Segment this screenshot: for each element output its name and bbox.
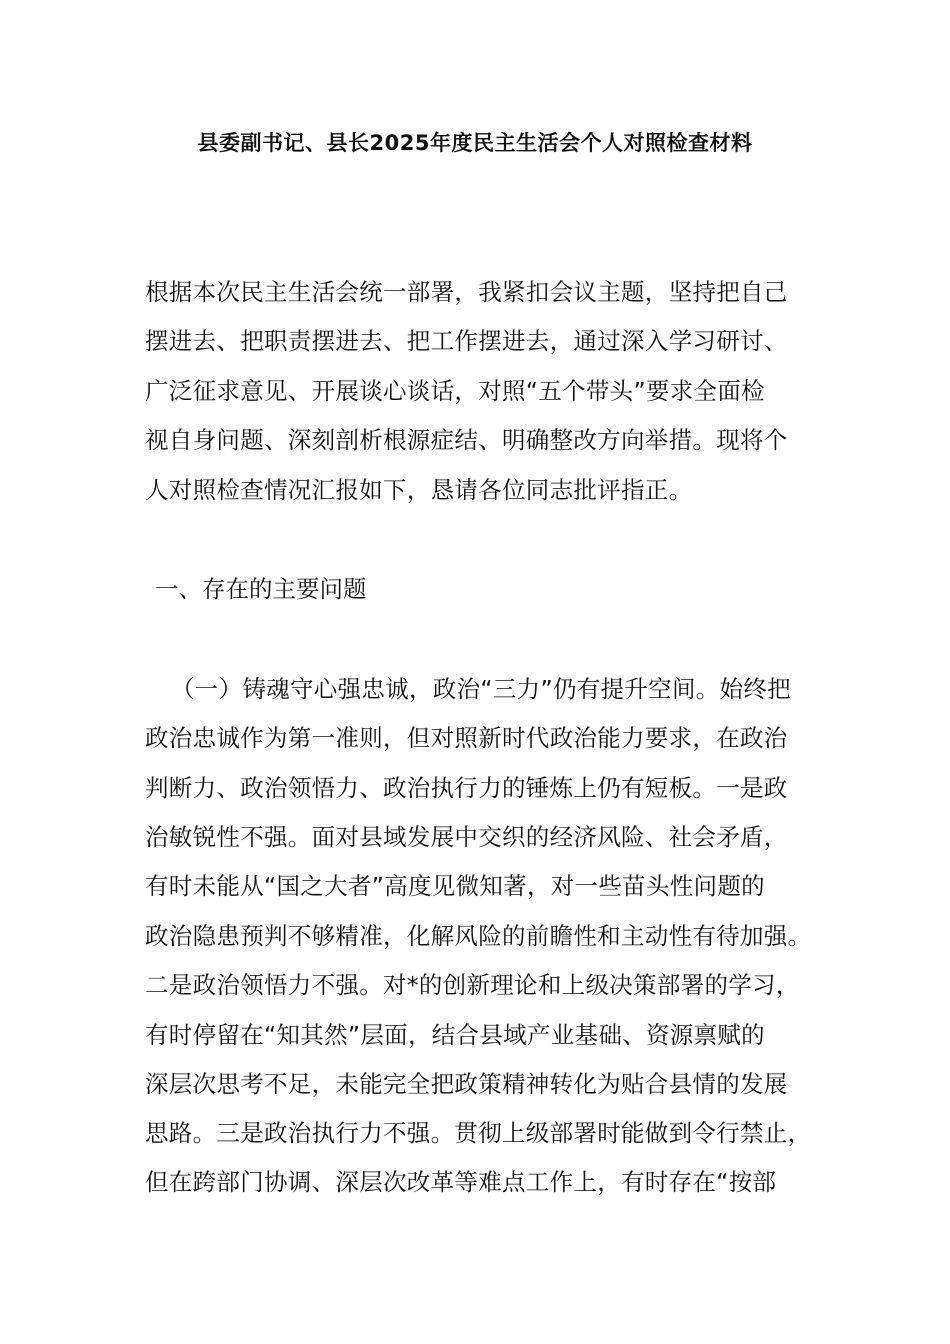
section-line: 思路。三是政治执行力不强。贯彻上级部署时能做到令行禁止，: [145, 1119, 812, 1147]
section-line: 判断力、政治领悟力、政治执行力的锤炼上仍有短板。一是政: [145, 774, 788, 802]
intro-line: 人对照检查情况汇报如下，恳请各位同志批评指正。: [145, 476, 693, 504]
section-line: 深层次思考不足，未能完全把政策精神转化为贴合县情的发展: [145, 1070, 788, 1098]
intro-line: 广泛征求意见、开展谈心谈话，对照“五个带头”要求全面检: [145, 377, 765, 405]
section-line: 治敏锐性不强。面对县域发展中交织的经济风险、社会矛盾，: [145, 823, 788, 851]
intro-line: 摆进去、把职责摆进去、把工作摆进去，通过深入学习研讨、: [145, 327, 788, 355]
section-line: 政治忠诚作为第一准则，但对照新时代政治能力要求，在政治: [145, 724, 788, 752]
intro-line: 视自身问题、深刻剖析根源症结、明确整改方向举措。现将个: [145, 426, 788, 454]
section-line: 但在跨部门协调、深层次改革等难点工作上，有时存在“按部: [145, 1168, 777, 1196]
section-line: 政治隐患预判不够精准，化解风险的前瞻性和主动性有待加强。: [145, 922, 812, 950]
section-line: 有时停留在“知其然”层面，结合县域产业基础、资源禀赋的: [145, 1021, 765, 1049]
intro-line: 根据本次民主生活会统一部署，我紧扣会议主题，坚持把自己: [145, 278, 788, 306]
document-title: 县委副书记、县长2025年度民主生活会个人对照检查材料: [197, 131, 753, 155]
section-line: 二是政治领悟力不强。对*的创新理论和上级决策部署的学习，: [145, 971, 800, 999]
section-heading: 一、存在的主要问题: [155, 575, 367, 603]
section-line: 有时未能从“国之大者”高度见微知著，对一些苗头性问题的: [145, 872, 765, 900]
section-line: （一）铸魂守心强忠诚，政治“三力”仍有提升空间。始终把: [171, 675, 791, 703]
